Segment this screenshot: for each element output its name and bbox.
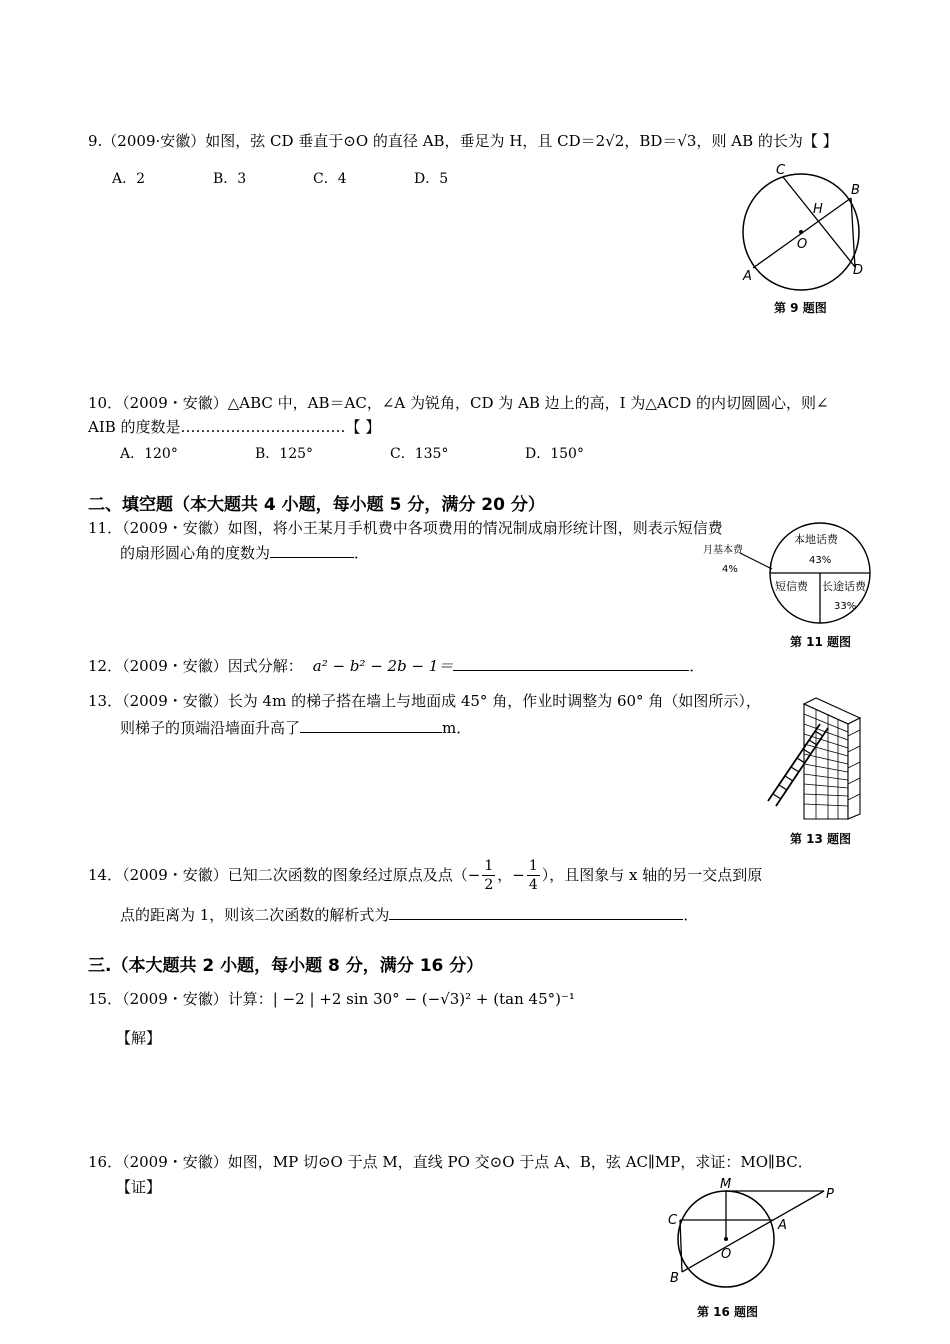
q9-option-b: B．3 [213, 171, 247, 187]
q11-label-base: 月基本费 [703, 545, 743, 556]
q16-label-p: P [826, 1187, 834, 1202]
q13-caption: 第 13 题图 [790, 832, 852, 846]
q14-line1-end: ），且图象与 x 轴的另一交点到原 [541, 866, 763, 884]
q9-label-b: B [851, 183, 860, 198]
q9-text: 9.（2009·安徽）如图，弦 CD 垂直于⊙O 的直径 AB，垂足为 H，且 CD＝2√2，BD＝√3，则 AB 的长为【 】 [88, 132, 838, 150]
q10-option-a: A．120° [120, 446, 178, 462]
q14-frac2-den: 4 [528, 876, 538, 893]
q14-frac1-num: 1 [484, 857, 494, 874]
q11-end: ． [354, 544, 370, 562]
q11-pie-chart [698, 522, 898, 627]
q16-label-c: C [668, 1213, 678, 1228]
q10-line1: 10．（2009・安徽）△ABC 中，AB＝AC，∠A 为锐角，CD 为 AB 边上的高，I 为△ACD 的内切圆圆心，则∠ [88, 394, 829, 412]
q9-chord-cd [783, 177, 855, 267]
q16-proof-label: 【证】 [116, 1178, 162, 1196]
q13-ladder-wall-figure [764, 696, 864, 821]
q16-label-m: M [720, 1177, 732, 1192]
q10-option-b: B．125° [255, 446, 314, 462]
q9-circle-figure [735, 160, 870, 290]
q14-separator: ，− [497, 866, 525, 884]
q9-center-dot [799, 230, 803, 234]
q10-line2: AIB 的度数是……………………………【 】 [88, 418, 381, 436]
q12-wrap [88, 654, 704, 677]
q13-line2-wrap [120, 716, 471, 739]
section2-title: 二、填空题（本大题共 4 小题，每小题 5 分，满分 20 分） [88, 495, 545, 515]
q16-label-b: B [670, 1271, 679, 1286]
q13-line2: 则梯子的顶端沿墙面升高了 [120, 719, 301, 737]
q12-end: ． [689, 657, 705, 675]
q13-wall-side [804, 704, 848, 819]
q11-label-sms: 短信费 [775, 580, 808, 593]
q11-caption: 第 11 题图 [790, 635, 852, 649]
q14-frac1-den: 2 [484, 876, 494, 893]
q14-fraction-2 [527, 857, 540, 894]
q13-answer-blank[interactable] [300, 716, 442, 733]
q9-option-d: D．5 [414, 171, 449, 187]
q9-option-c: C．4 [313, 171, 347, 187]
q10-option-d: D．150° [525, 446, 584, 462]
q11-line1: 11．（2009・安徽）如图，将小王某月手机费中各项费用的情况制成扇形统计图，则表示短信费 [88, 519, 723, 537]
q14-answer-blank[interactable] [389, 903, 683, 920]
section3-title: 三.（本大题共 2 小题，每小题 8 分，满分 16 分） [88, 956, 484, 976]
q15-answer-label: 【解】 [116, 1029, 162, 1047]
q14-fraction-1 [482, 857, 495, 894]
q9-caption: 第 9 题图 [774, 301, 827, 315]
q11-answer-blank[interactable] [270, 541, 354, 558]
q14-line1-start: 14．（2009・安徽）已知二次函数的图象经过原点及点（− [88, 866, 481, 884]
q16-label-o: O [721, 1247, 732, 1262]
q15-text: 15．（2009・安徽）计算：| −2 | +2 sin 30° − (−√3)² + (tan 45°)⁻¹ [88, 990, 575, 1008]
q11-label-base-pct: 4% [722, 564, 738, 575]
q16-center-dot [724, 1237, 728, 1241]
q12-answer-blank[interactable] [453, 654, 689, 671]
q11-label-local-pct: 43% [809, 555, 832, 566]
q12-prefix: 12．（2009・安徽）因式分解： [88, 657, 303, 675]
q14-end: ． [683, 906, 699, 924]
q9-label-o: O [797, 237, 808, 252]
q11-pie-leader-line [740, 553, 772, 569]
q12-expression: a² − b² − 2b − 1＝ [312, 657, 454, 675]
q14-line1 [88, 850, 762, 900]
q11-label-long-pct: 33% [834, 601, 857, 612]
q10-option-c: C．135° [390, 446, 449, 462]
q11-line2-wrap [120, 541, 369, 564]
q11-label-long: 长途话费 [822, 580, 866, 593]
q9-label-h: H [813, 202, 823, 217]
q16-text: 16．（2009・安徽）如图，MP 切⊙O 于点 M，直线 PO 交⊙O 于点 A、B，弦 AC∥MP，求证：MO∥BC． [88, 1153, 813, 1171]
q14-frac2-num: 1 [528, 857, 538, 874]
q13-end: m． [442, 719, 472, 737]
q9-label-d: D [853, 263, 864, 278]
q16-line-po [682, 1191, 824, 1272]
q13-line1: 13．（2009・安徽）长为 4m 的梯子搭在墙上与地面成 45° 角，作业时调整为 60° 角（如图所示）， [88, 692, 761, 710]
q9-label-a: A [743, 269, 752, 284]
q9-label-c: C [776, 163, 786, 178]
q16-circle-figure [660, 1176, 845, 1296]
q11-label-local: 本地话费 [794, 533, 838, 546]
q16-segment-bc [680, 1220, 682, 1272]
q14-line2-wrap [120, 903, 698, 926]
q11-line2: 的扇形圆心角的度数为 [120, 544, 271, 562]
q9-option-a: A．2 [112, 171, 146, 187]
q14-line2: 点的距离为 1，则该二次函数的解析式为 [120, 906, 390, 924]
q16-caption: 第 16 题图 [697, 1305, 759, 1319]
q16-label-a: A [778, 1218, 787, 1233]
